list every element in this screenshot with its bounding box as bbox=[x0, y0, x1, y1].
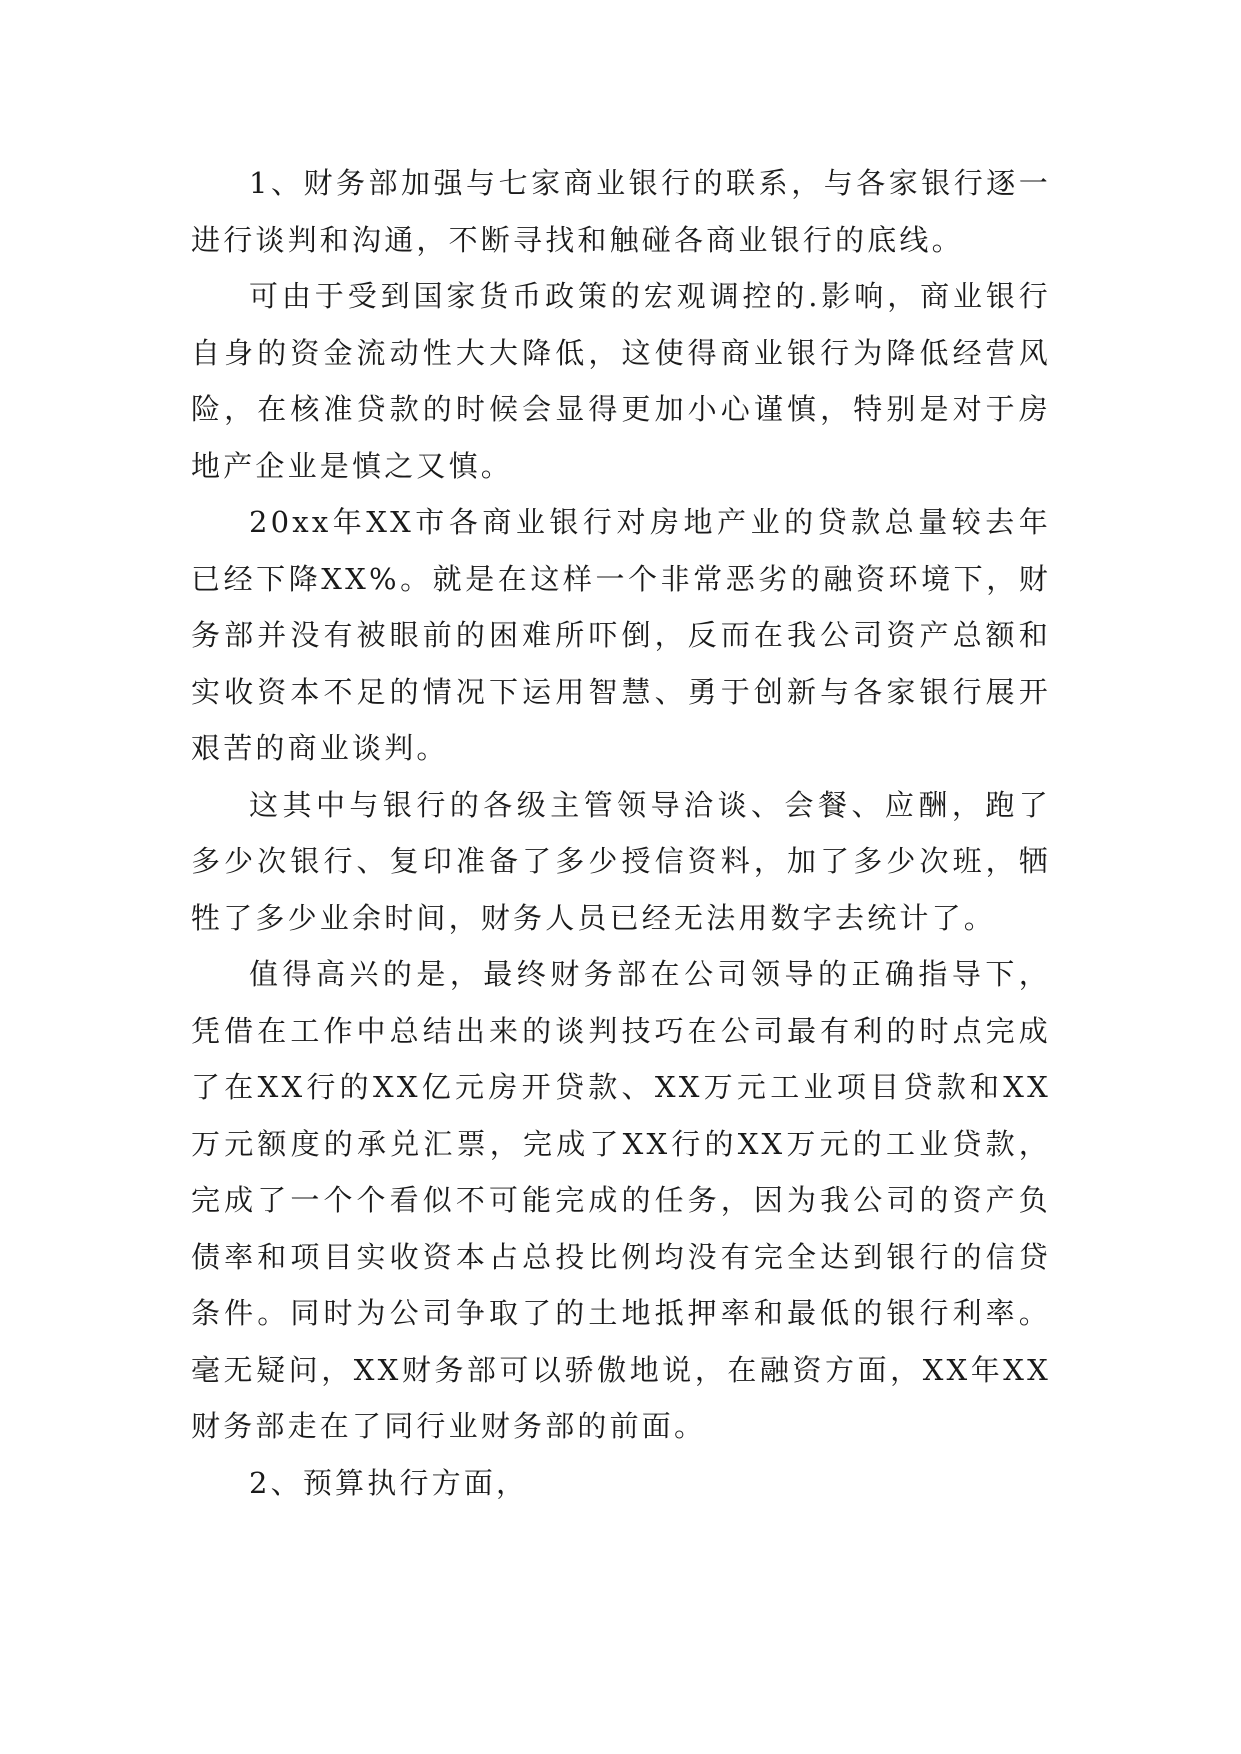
paragraph-negotiation-effort: 这其中与银行的各级主管领导洽谈、会餐、应酬，跑了多少次银行、复印准备了多少授信资料，加了多少次班，牺牲了多少业余时间，财务人员已经无法用数字去统计了。 bbox=[191, 787, 1051, 935]
paragraph-macro-control: 可由于受到国家货币政策的宏观调控的.影响，商业银行自身的资金流动性大大降低，这使得商业银行为降低经营风险，在核准贷款的时候会显得更加小心谨慎，特别是对于房地产企业是慎之又慎。 bbox=[191, 279, 1051, 483]
paragraph-budget-heading: 2、预算执行方面， bbox=[249, 1465, 529, 1500]
document-body bbox=[191, 155, 1051, 1511]
paragraph-loan-decline: 20xx年XX市各商业银行对房地产业的贷款总量较去年已经下降XX%。就是在这样一个非常恶劣的融资环境下，财务部并没有被眼前的困难所吓倒，反而在我公司资产总额和实收资本不足的情况下运用智慧、勇于创新与各家银行展开艰苦的商业谈判。 bbox=[191, 505, 1051, 765]
paragraph-achievements: 值得高兴的是，最终财务部在公司领导的正确指导下，凭借在工作中总结出来的谈判技巧在公司最有利的时点完成了在XX行的XX亿元房开贷款、XX万元工业项目贷款和XX万元额度的承兑汇票，完成了XX行的XX万元的工业贷款，完成了一个个看似不可能完成的任务，因为我公司的资产负债率和项目实收资本占总投比例均没有完全达到银行的信贷条件。同时为公司争取了的土地抵押率和最低的银行利率。毫无疑问，XX财务部可以骄傲地说，在融资方面，XX年XX财务部走在了同行业财务部的前面。 bbox=[191, 957, 1051, 1443]
paragraph-financing-contact: 1、财务部加强与七家商业银行的联系，与各家银行逐一进行谈判和沟通，不断寻找和触碰各商业银行的底线。 bbox=[191, 166, 1051, 257]
